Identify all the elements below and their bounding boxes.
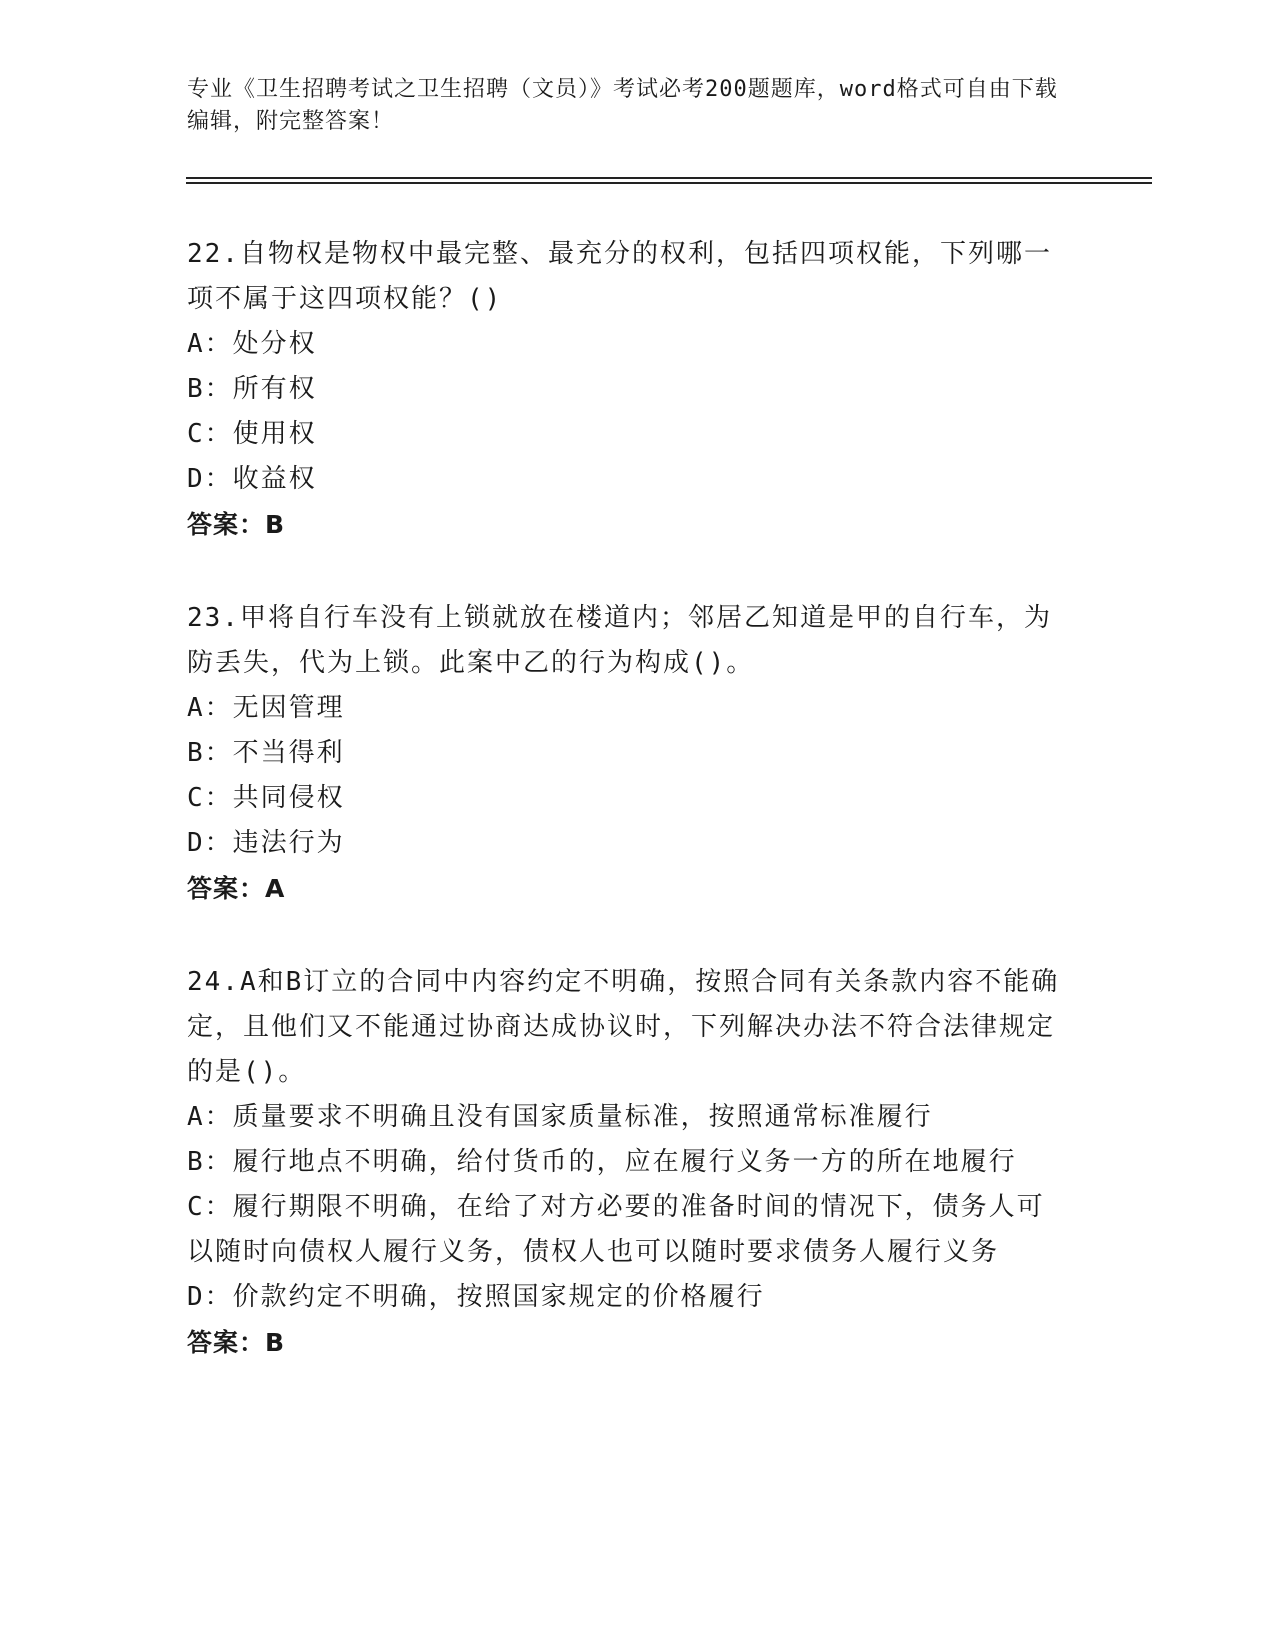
option-b: B：不当得利 — [187, 738, 345, 768]
question-22 — [187, 232, 1067, 547]
answer-label: 答案：B — [187, 510, 286, 539]
answer-label: 答案：A — [187, 874, 286, 903]
question-23 — [187, 596, 1067, 911]
option-d: D：收益权 — [187, 464, 317, 494]
option-c: C：履行期限不明确，在给了对方必要的准备时间的情况下，债务人可以随时向债权人履行义务，债权人也可以随时要求债务人履行义务 — [187, 1192, 1045, 1267]
header-divider-top — [186, 177, 1152, 179]
answer-label: 答案：B — [187, 1328, 286, 1357]
header-divider-bottom — [186, 182, 1152, 184]
option-c: C：使用权 — [187, 419, 317, 449]
option-a: A：处分权 — [187, 329, 317, 359]
option-a: A：无因管理 — [187, 693, 345, 723]
question-24 — [187, 960, 1067, 1365]
option-b: B：履行地点不明确，给付货币的，应在履行义务一方的所在地履行 — [187, 1147, 1017, 1177]
option-a: A：质量要求不明确且没有国家质量标准，按照通常标准履行 — [187, 1102, 933, 1132]
question-stem: 23.甲将自行车没有上锁就放在楼道内；邻居乙知道是甲的自行车，为防丢失，代为上锁。此案中乙的行为构成()。 — [187, 603, 1052, 678]
question-stem: 22.自物权是物权中最完整、最充分的权利，包括四项权能，下列哪一项不属于这四项权能？() — [187, 239, 1052, 314]
question-stem: 24.A和B订立的合同中内容约定不明确，按照合同有关条款内容不能确定，且他们又不能通过协商达成协议时，下列解决办法不符合法律规定的是()。 — [187, 967, 1060, 1087]
document-intro: 专业《卫生招聘考试之卫生招聘（文员）》考试必考200题题库，word格式可自由下载编辑，附完整答案！ — [187, 77, 1058, 134]
option-d: D：价款约定不明确，按照国家规定的价格履行 — [187, 1282, 765, 1312]
option-d: D：违法行为 — [187, 828, 345, 858]
option-b: B：所有权 — [187, 374, 317, 404]
option-c: C：共同侵权 — [187, 783, 345, 813]
